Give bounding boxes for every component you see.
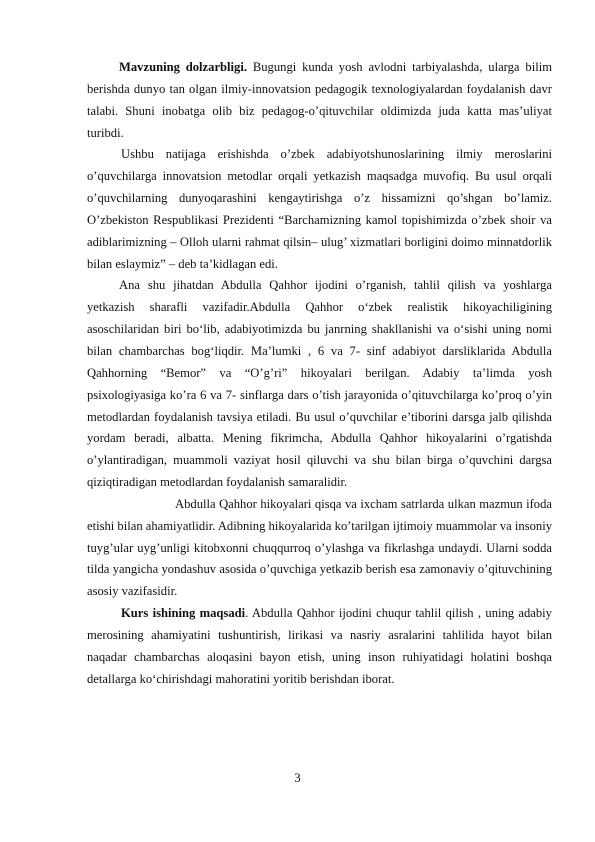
paragraph-text: Ana shu jihatdan Abdulla Qahhor ijodini o’rganish, tahlil qilish va yoshlarga yetkazish sharafli vazifadir.Abdulla Qahhor o‘zbek realistik hikoyachiligining asoschilaridan biri bo‘lib, adabiyotimizda bu janrning shakllanishi va o‘sishi uning nomi bilan chambarchas bog‘liqdir. Ma’lumki , 6 va 7- sinf adabiyot darsliklarida Abdulla Qahhorning “Bemor” va “O’g’ri” hikoyalari berilgan. Adabiy ta’limda yosh psixologiyasiga ko’ra 6 va 7- sinflarga dars o’tish jarayonida o’qituvchilarga ko’proq o’yin metodlardan foydalanish tavsiya etiladi. Bu usul o’quvchilar e’tiborini darsga jalb qilishda yordam beradi, albatta. Mening fikrimcha, Abdulla Qahhor hikoyalarini o’rgatishda o’ylantiradigan, muammoli vaziyat hosil qiluvchi va shu bilan birga o’quvchini dargsa qiziqtiradigan metodlardan foydalanish samaralidir.: [87, 278, 552, 490]
paragraph-relevance: [87, 57, 552, 144]
paragraph-innovation: [87, 144, 552, 275]
paragraph-text: Ushbu natijaga erishishda o’zbek adabiyotshunoslarining ilmiy meroslarini o’quvchilarga innovatsion metodlar orqali yetkazish maqsadga muvofiq. Bu usul orqali o’quvchilarning dunyoqarashini kengaytirishga o’z hissamizni qo’shgan bo’lamiz. O’zbekiston Respublikasi Prezidenti “Barchamizning kamol topishimizda o’zbek shoir va adiblarimizning – Olloh ularni rahmat qilsin– ulug’ xizmatlari borligini doimo minnatdorlik bilan eslaymiz” – deb ta’kidlagan edi.: [87, 147, 552, 271]
paragraph-stories: [87, 494, 552, 603]
body-text: [87, 57, 552, 690]
paragraph-text: Abdulla Qahhor hikoyalari qisqa va ixcham satrlarda ulkan mazmun ifoda etishi bilan ahamiyatlidir. Adibning hikoyalarida ko’tarilgan ijtimoiy muammolar va insoniy tuyg’ular uyg’unligi kitobxonni chuqqurroq o’ylashga va fikrlashga undaydi. Ularni sodda tilda yangicha yondashuv asosida o’quvchiga yetkazib berish esa zamonaviy o’qituvchining asosiy vazifasidir.: [87, 496, 552, 599]
heading-relevance: Mavzuning dolzarbligi.: [119, 60, 247, 74]
page-number: 3: [294, 771, 301, 785]
paragraph-purpose: [87, 603, 552, 690]
paragraph-text: Bugungi kunda yosh avlodni tarbiyalashda, ularga bilim berishda dunyo tan olgan ilmiy-innovatsion pedagogik texnologiyalardan foydalanish davr talabi. Shuni inobatga olib biz pedagog-o’qituvchilar oldimizda juda katta mas’uliyat turibdi.: [87, 60, 552, 140]
paragraph-text: . Abdulla Qahhor ijodini chuqur tahlil qilish , uning adabiy merosining ahamiyatini tushuntirish, lirikasi va nasriy asralarini tahlilida hayot bilan naqadar chambarchas aloqasini bayon etish, uning inson ruhiyatidagi holatini boshqa detallarga ko‘chirishdagi mahoratini yoritib berishdan iborat.: [87, 606, 552, 686]
heading-purpose: Kurs ishining maqsadi: [121, 606, 246, 621]
paragraph-qahhor-study: [87, 275, 552, 493]
